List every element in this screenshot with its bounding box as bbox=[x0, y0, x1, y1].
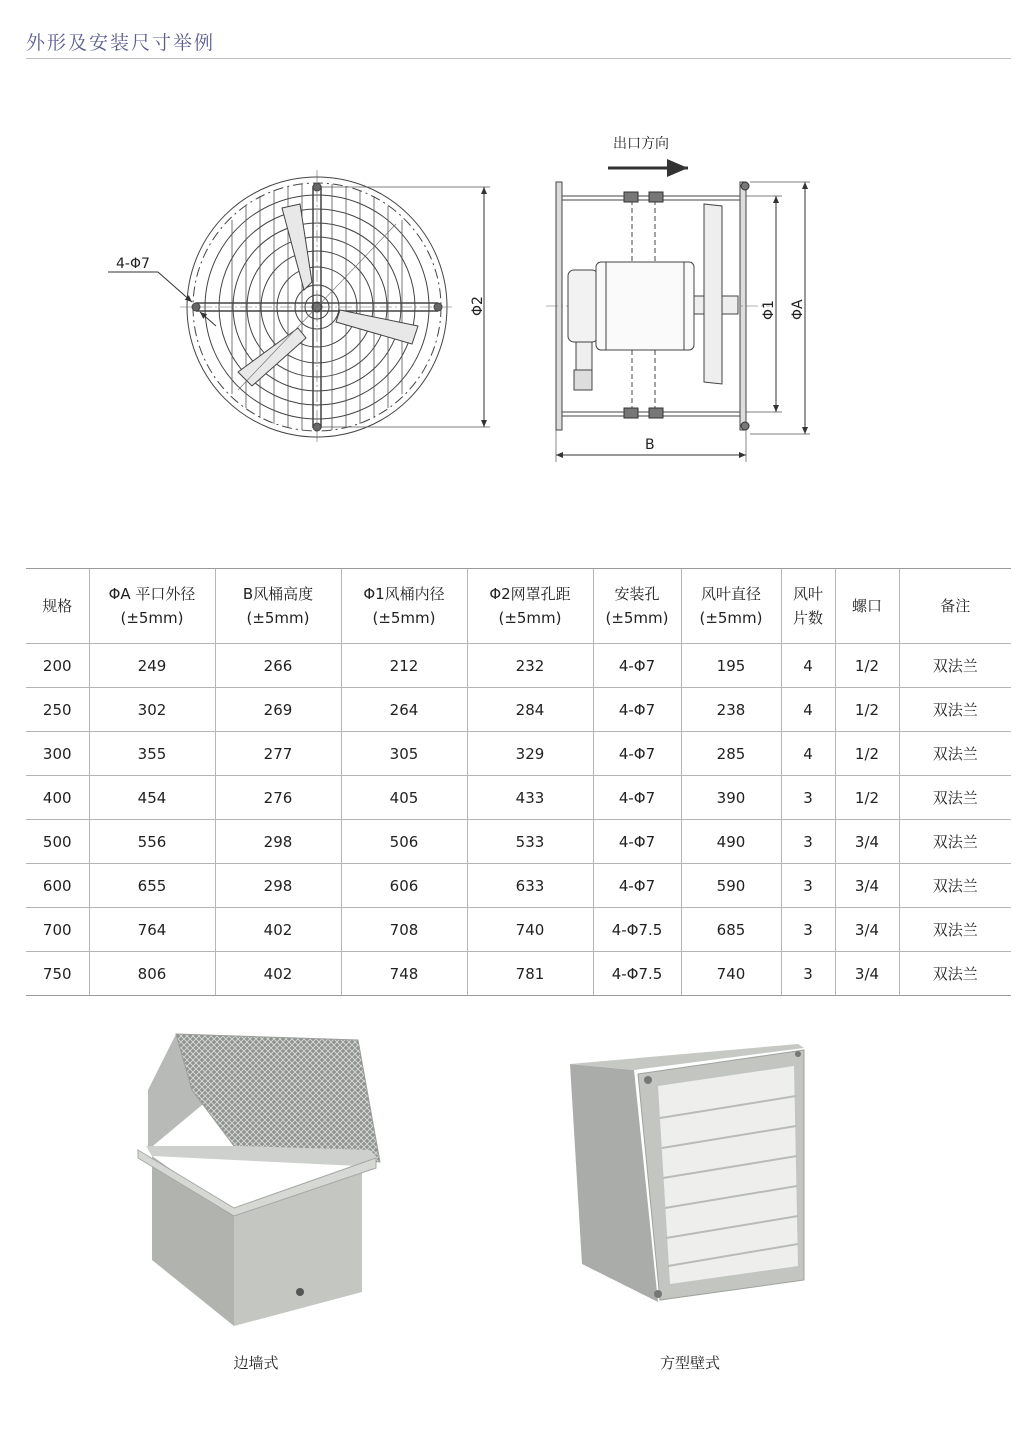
table-cell: 740 bbox=[681, 952, 781, 996]
table-cell: 454 bbox=[89, 776, 215, 820]
header-b: B风桶高度 (±5mm) bbox=[215, 569, 341, 644]
table-cell: 300 bbox=[26, 732, 89, 776]
table-cell: 4 bbox=[781, 644, 835, 688]
phi2-label: Φ2 bbox=[470, 296, 486, 316]
table-cell: 490 bbox=[681, 820, 781, 864]
table-cell: 双法兰 bbox=[899, 688, 1011, 732]
header-blade-count: 风叶 片数 bbox=[781, 569, 835, 644]
table-cell: 390 bbox=[681, 776, 781, 820]
table-cell: 3 bbox=[781, 864, 835, 908]
table-cell: 212 bbox=[341, 644, 467, 688]
table-cell: 双法兰 bbox=[899, 776, 1011, 820]
table-cell: 298 bbox=[215, 864, 341, 908]
header-phi1: Φ1风桶内径 (±5mm) bbox=[341, 569, 467, 644]
table-cell: 3/4 bbox=[835, 952, 899, 996]
table-cell: 685 bbox=[681, 908, 781, 952]
table-cell: 249 bbox=[89, 644, 215, 688]
table-cell: 276 bbox=[215, 776, 341, 820]
table-cell: 4-Φ7 bbox=[593, 732, 681, 776]
table-cell: 556 bbox=[89, 820, 215, 864]
technical-drawing bbox=[0, 70, 1031, 474]
table-cell: 4-Φ7.5 bbox=[593, 952, 681, 996]
table-cell: 400 bbox=[26, 776, 89, 820]
table-cell: 3/4 bbox=[835, 820, 899, 864]
table-cell: 806 bbox=[89, 952, 215, 996]
table-cell: 708 bbox=[341, 908, 467, 952]
table-cell: 284 bbox=[467, 688, 593, 732]
table-cell: 1/2 bbox=[835, 688, 899, 732]
square-louver-image bbox=[566, 1040, 816, 1310]
table-cell: 3 bbox=[781, 776, 835, 820]
section-title: 外形及安装尺寸举例 bbox=[26, 32, 216, 54]
table-cell: 4-Φ7 bbox=[593, 644, 681, 688]
header-phi2: Φ2网罩孔距 (±5mm) bbox=[467, 569, 593, 644]
table-cell: 781 bbox=[467, 952, 593, 996]
hole-label: 4-Φ7 bbox=[116, 256, 150, 272]
table-cell: 双法兰 bbox=[899, 644, 1011, 688]
table-cell: 606 bbox=[341, 864, 467, 908]
table-cell: 748 bbox=[341, 952, 467, 996]
table-cell: 3/4 bbox=[835, 864, 899, 908]
table-cell: 506 bbox=[341, 820, 467, 864]
table-row bbox=[26, 864, 1011, 908]
table-cell: 533 bbox=[467, 820, 593, 864]
table-cell: 195 bbox=[681, 644, 781, 688]
table-row bbox=[26, 776, 1011, 820]
table-cell: 双法兰 bbox=[899, 952, 1011, 996]
table-cell: 双法兰 bbox=[899, 732, 1011, 776]
table-cell: 302 bbox=[89, 688, 215, 732]
table-cell: 双法兰 bbox=[899, 908, 1011, 952]
table-cell: 238 bbox=[681, 688, 781, 732]
table-cell: 298 bbox=[215, 820, 341, 864]
table-cell: 655 bbox=[89, 864, 215, 908]
table-cell: 305 bbox=[341, 732, 467, 776]
table-cell: 266 bbox=[215, 644, 341, 688]
caption-square-type: 方型壁式 bbox=[659, 1354, 720, 1372]
table-cell: 402 bbox=[215, 908, 341, 952]
table-cell: 4-Φ7 bbox=[593, 864, 681, 908]
table-cell: 264 bbox=[341, 688, 467, 732]
caption-wall-type: 边墙式 bbox=[233, 1354, 279, 1372]
table-cell: 740 bbox=[467, 908, 593, 952]
table-cell: 250 bbox=[26, 688, 89, 732]
side-view bbox=[546, 168, 770, 430]
header-remark: 备注 bbox=[899, 569, 1011, 644]
table-cell: 269 bbox=[215, 688, 341, 732]
table-cell: 600 bbox=[26, 864, 89, 908]
table-cell: 4-Φ7.5 bbox=[593, 908, 681, 952]
table-cell: 232 bbox=[467, 644, 593, 688]
table-cell: 355 bbox=[89, 732, 215, 776]
table-cell: 277 bbox=[215, 732, 341, 776]
table-row bbox=[26, 820, 1011, 864]
table-cell: 3 bbox=[781, 952, 835, 996]
b-label: B bbox=[645, 437, 655, 453]
table-cell: 双法兰 bbox=[899, 864, 1011, 908]
header-blade-diameter: 风叶直径 (±5mm) bbox=[681, 569, 781, 644]
table-cell: 500 bbox=[26, 820, 89, 864]
table-cell: 4-Φ7 bbox=[593, 820, 681, 864]
table-cell: 1/2 bbox=[835, 732, 899, 776]
phiA-label: ΦA bbox=[790, 299, 806, 320]
table-cell: 750 bbox=[26, 952, 89, 996]
table-cell: 764 bbox=[89, 908, 215, 952]
table-cell: 590 bbox=[681, 864, 781, 908]
header-spec: 规格 bbox=[26, 569, 89, 644]
table-cell: 402 bbox=[215, 952, 341, 996]
table-row bbox=[26, 732, 1011, 776]
outlet-label: 出口方向 bbox=[613, 136, 669, 152]
header-phiA: ΦA 平口外径 (±5mm) bbox=[89, 569, 215, 644]
header-thread: 螺口 bbox=[835, 569, 899, 644]
table-cell: 285 bbox=[681, 732, 781, 776]
table-cell: 1/2 bbox=[835, 644, 899, 688]
table-row bbox=[26, 644, 1011, 688]
front-view bbox=[108, 170, 490, 445]
table-cell: 700 bbox=[26, 908, 89, 952]
table-row bbox=[26, 908, 1011, 952]
table-cell: 1/2 bbox=[835, 776, 899, 820]
table-cell: 3 bbox=[781, 908, 835, 952]
table-cell: 433 bbox=[467, 776, 593, 820]
table-row bbox=[26, 688, 1011, 732]
table-cell: 329 bbox=[467, 732, 593, 776]
phi1-label: Φ1 bbox=[761, 300, 777, 320]
table-cell: 4-Φ7 bbox=[593, 688, 681, 732]
table-cell: 405 bbox=[341, 776, 467, 820]
table-cell: 4 bbox=[781, 732, 835, 776]
table-row bbox=[26, 952, 1011, 996]
table-cell: 双法兰 bbox=[899, 820, 1011, 864]
table-cell: 3 bbox=[781, 820, 835, 864]
header-mount-hole: 安装孔 (±5mm) bbox=[593, 569, 681, 644]
table-header-row bbox=[26, 569, 1011, 644]
table-cell: 200 bbox=[26, 644, 89, 688]
table-cell: 4 bbox=[781, 688, 835, 732]
table-cell: 633 bbox=[467, 864, 593, 908]
table-cell: 3/4 bbox=[835, 908, 899, 952]
table-cell: 4-Φ7 bbox=[593, 776, 681, 820]
wall-hood-image bbox=[130, 1030, 390, 1330]
spec-table bbox=[26, 568, 1011, 996]
title-divider bbox=[26, 58, 1011, 59]
